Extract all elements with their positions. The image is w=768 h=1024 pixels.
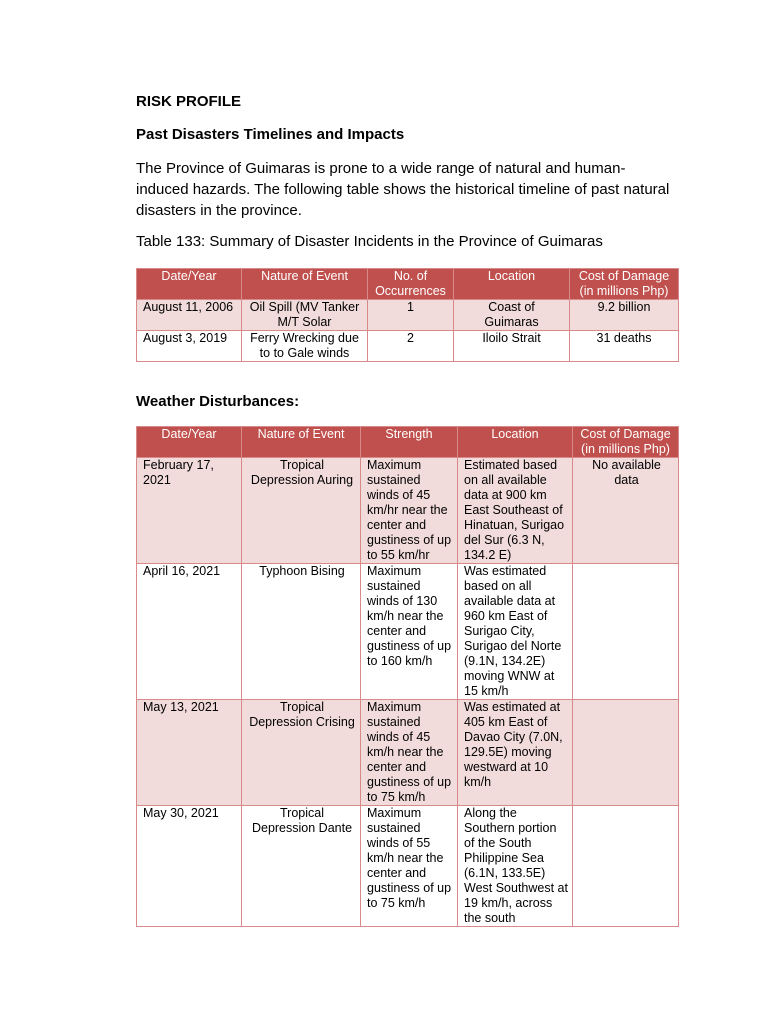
header-location: Location <box>454 269 570 300</box>
cell-nature: Oil Spill (MV Tanker M/T Solar <box>242 300 368 331</box>
cell-date: February 17, 2021 <box>137 458 242 564</box>
cell-cost: 31 deaths <box>570 331 679 362</box>
cell-location: Was estimated based on all available data at 960 km East of Surigao City, Surigao del Norte (9.1N, 134.2E) moving WNW at 15 km/h <box>458 564 573 700</box>
cell-cost: No available data <box>573 458 679 564</box>
cell-date: August 3, 2019 <box>137 331 242 362</box>
cell-occurrences: 2 <box>368 331 454 362</box>
table-header-row <box>137 269 679 300</box>
header-cost: Cost of Damage (in millions Php) <box>573 427 679 458</box>
table-row <box>137 564 679 700</box>
cell-location: Estimated based on all available data at 900 km East Southeast of Hinatuan, Surigao del Sur (6.3 N, 134.2 E) <box>458 458 573 564</box>
weather-disturbances-table <box>136 426 679 927</box>
subsection-heading: Past Disasters Timelines and Impacts <box>136 126 405 143</box>
cell-date: August 11, 2006 <box>137 300 242 331</box>
header-strength: Strength <box>361 427 458 458</box>
table-row <box>137 300 679 331</box>
cell-nature: Ferry Wrecking due to to Gale winds <box>242 331 368 362</box>
cell-occurrences: 1 <box>368 300 454 331</box>
header-cost: Cost of Damage (in millions Php) <box>570 269 679 300</box>
cell-cost <box>573 806 679 927</box>
cell-location: Iloilo Strait <box>454 331 570 362</box>
cell-strength: Maximum sustained winds of 45 km/hr near the center and gustiness of up to 55 km/hr <box>361 458 458 564</box>
header-nature: Nature of Event <box>242 269 368 300</box>
cell-location: Was estimated at 405 km East of Davao City (7.0N, 129.5E) moving westward at 10 km/h <box>458 700 573 806</box>
header-occurrences: No. of Occurrences <box>368 269 454 300</box>
cell-date: May 30, 2021 <box>137 806 242 927</box>
cell-cost: 9.2 billion <box>570 300 679 331</box>
cell-location: Coast of Guimaras <box>454 300 570 331</box>
header-date: Date/Year <box>137 269 242 300</box>
cell-strength: Maximum sustained winds of 45 km/h near the center and gustiness of up to 75 km/h <box>361 700 458 806</box>
cell-nature: Tropical Depression Crising <box>242 700 361 806</box>
cell-date: April 16, 2021 <box>137 564 242 700</box>
cell-cost <box>573 564 679 700</box>
intro-paragraph: The Province of Guimaras is prone to a wide range of natural and human-induced hazards. The following table shows the historical timeline of past natural disasters in the province. <box>136 160 670 219</box>
cell-nature: Typhoon Bising <box>242 564 361 700</box>
table-row <box>137 458 679 564</box>
cell-strength: Maximum sustained winds of 55 km/h near the center and gustiness of up to 75 km/h <box>361 806 458 927</box>
cell-date: May 13, 2021 <box>137 700 242 806</box>
table-row <box>137 700 679 806</box>
cell-strength: Maximum sustained winds of 130 km/h near the center and gustiness of up to 160 km/h <box>361 564 458 700</box>
disaster-incidents-table <box>136 268 679 362</box>
cell-cost <box>573 700 679 806</box>
table-header-row <box>137 427 679 458</box>
table-row <box>137 806 679 927</box>
weather-heading: Weather Disturbances: <box>136 393 300 410</box>
header-date: Date/Year <box>137 427 242 458</box>
cell-nature: Tropical Depression Dante <box>242 806 361 927</box>
header-location: Location <box>458 427 573 458</box>
header-nature: Nature of Event <box>242 427 361 458</box>
section-heading: RISK PROFILE <box>136 93 242 110</box>
cell-nature: Tropical Depression Auring <box>242 458 361 564</box>
cell-location: Along the Southern portion of the South Philippine Sea (6.1N, 133.5E) West Southwest at 19 km/h, across the south <box>458 806 573 927</box>
table-caption: Table 133: Summary of Disaster Incidents in the Province of Guimaras <box>136 233 603 250</box>
table-row <box>137 331 679 362</box>
